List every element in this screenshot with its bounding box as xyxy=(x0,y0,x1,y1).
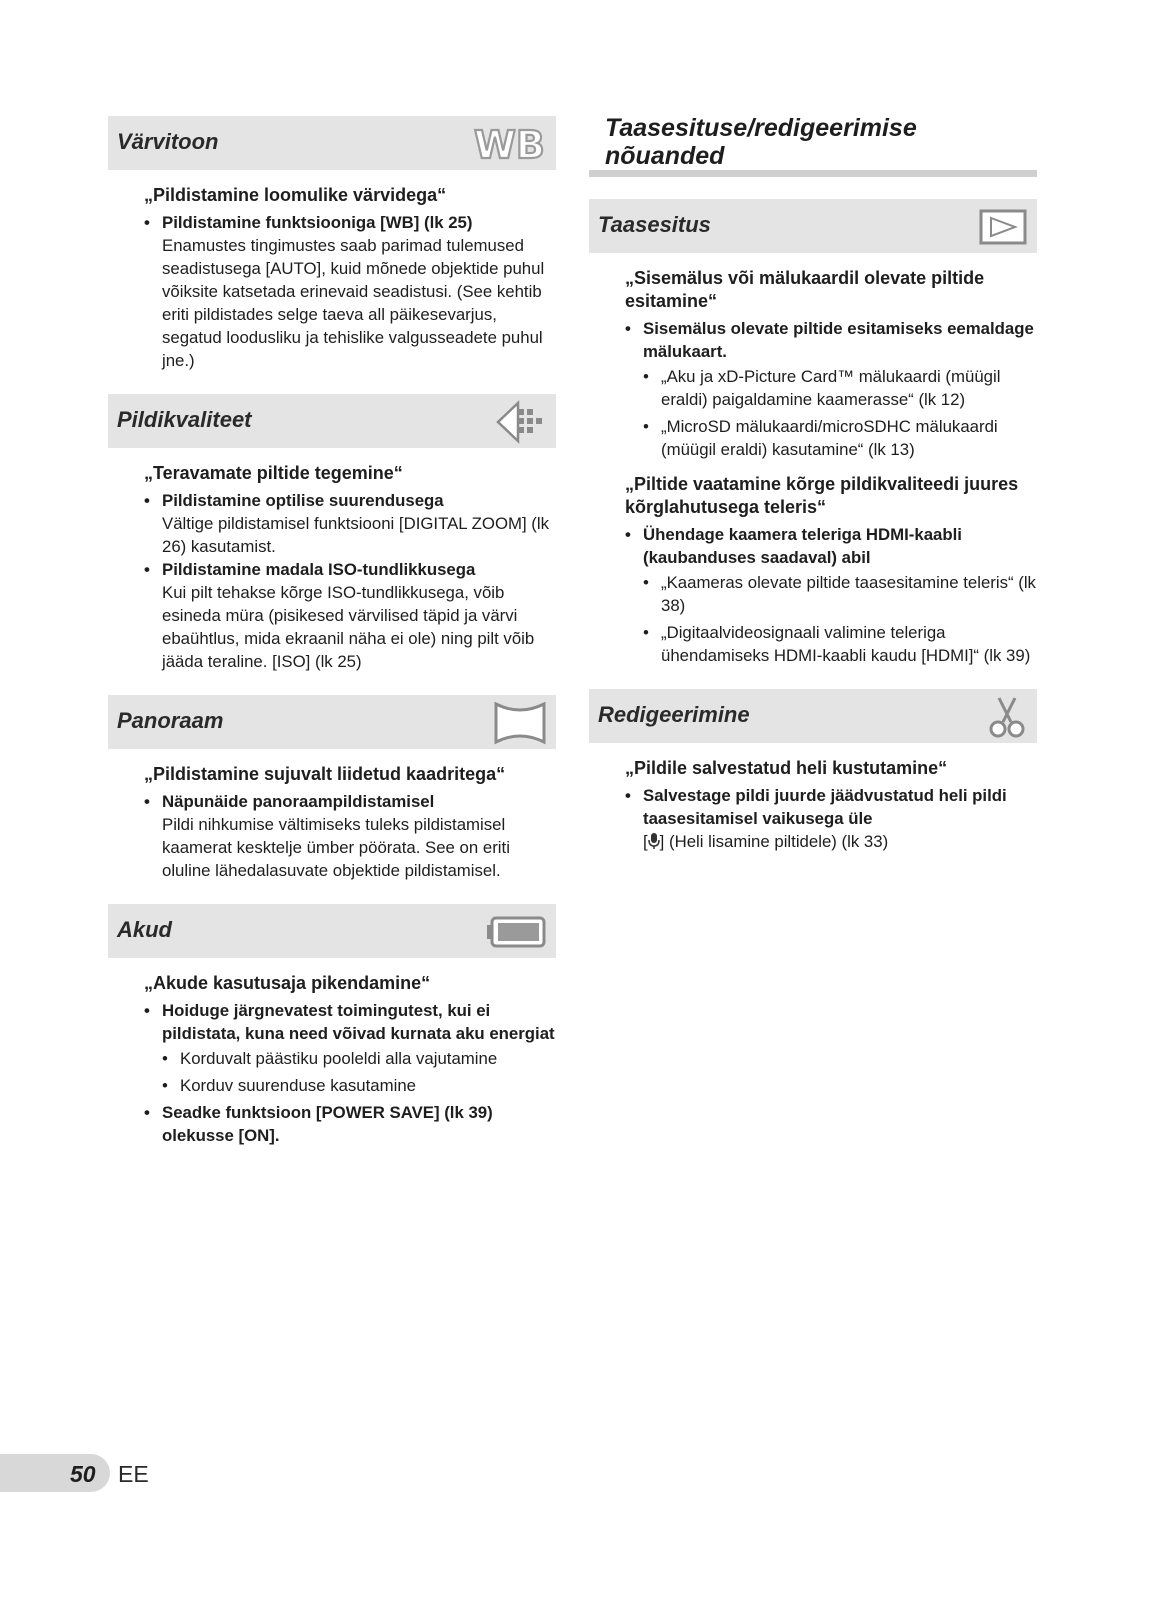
section-header-redigeerimine xyxy=(589,689,1037,743)
bullet-item xyxy=(144,1101,556,1147)
item-text: Pildi nihkumise vältimiseks tuleks pildistamisel kaamerat kesktelje ümber pöörata. See on eriti oluline lähedalasuvate objektide pildistamisel. xyxy=(162,815,510,880)
sub-bullet-item: • „Kaameras olevate piltide taasesitamine teleris“ (lk 38) xyxy=(625,571,1037,617)
sub-bullet-item: • „Digitaalvideosignaali valimine teleriga ühendamiseks HDMI-kaabli kaudu [HDMI]“ (lk 39) xyxy=(625,621,1037,667)
tip-heading: „Sisemälus või mälukaardil olevate piltide esitamine“ xyxy=(625,268,985,311)
bullet-item xyxy=(144,211,556,372)
svg-text:WB: WB xyxy=(474,123,545,165)
tip-heading: „Akude kasutusaja pikendamine“ xyxy=(144,973,431,993)
item-text-rest: ] (Heli lisamine piltidele) (lk 33) xyxy=(659,832,889,851)
section-title: Värvitoon xyxy=(117,129,219,154)
bullet-item xyxy=(144,999,556,1045)
bullet-item xyxy=(625,523,1037,569)
tip-heading: „Teravamate piltide tegemine“ xyxy=(144,463,403,483)
language-code: EE xyxy=(118,1461,149,1487)
tip xyxy=(108,763,556,882)
item-text: Vältige pildistamisel funktsiooni [DIGITAL ZOOM] (lk 26) kasutamist. xyxy=(162,514,550,556)
bullet-item xyxy=(625,784,1037,853)
tip-heading: „Pildile salvestatud heli kustutamine“ xyxy=(625,758,948,778)
battery-icon xyxy=(484,909,548,960)
item-label: • Seadke funktsioon [POWER SAVE] (lk 39) olekusse [ON]. xyxy=(162,1103,493,1145)
tip xyxy=(108,184,556,372)
section-header-pildikvaliteet xyxy=(108,394,556,448)
tip-heading: „Pildistamine sujuvalt liidetud kaadritega“ xyxy=(144,764,506,784)
item-text xyxy=(643,830,1037,853)
tip xyxy=(589,757,1037,853)
tip-heading: „Pildistamine loomulike värvidega“ xyxy=(144,185,447,205)
page-title-line: Taasesituse/redigeerimise xyxy=(605,114,917,142)
bullet-item xyxy=(625,317,1037,363)
item-text: Kui pilt tehakse kõrge ISO-tundlikkusega, võib esineda müra (pisikesed värvilised täpid ja värvi ebaühtlus, mida ekraanil näha ei ole) ning pilt võib jääda teraline. [ISO] (lk 25) xyxy=(162,583,535,671)
tip-heading: „Piltide vaatamine kõrge pildikvaliteedi juures kõrglahutusega teleris“ xyxy=(625,474,1019,517)
wb-icon xyxy=(472,121,548,170)
sub-bullet-item: • „MicroSD mälukaardi/microSDHC mälukaardi (müügil eraldi) kasutamine“ (lk 13) xyxy=(625,415,1037,461)
section-header-taasesitus xyxy=(589,199,1037,253)
section-header-varvitoon xyxy=(108,116,556,170)
item-label: • Sisemälus olevate piltide esitamiseks eemaldage mälukaart. xyxy=(643,319,1034,361)
sub-bullet-item: • Korduvalt päästiku pooleldi alla vajutamine xyxy=(144,1047,556,1070)
sub-bullet-item: • „Aku ja xD-Picture Card™ mälukaardi (müügil eraldi) paigaldamine kaamerasse“ (lk 12) xyxy=(625,365,1037,411)
tip xyxy=(589,473,1037,667)
section-title: Taasesitus xyxy=(598,212,711,237)
microphone-icon xyxy=(648,832,660,851)
bullet-item xyxy=(144,558,556,673)
section-title: Redigeerimine xyxy=(598,702,750,727)
section-header-panoraam xyxy=(108,695,556,749)
section-title: Akud xyxy=(117,917,172,942)
sub-bullet-item: • Korduv suurenduse kasutamine xyxy=(144,1074,556,1097)
playback-icon xyxy=(977,204,1029,255)
panorama-icon xyxy=(492,700,548,751)
scissors-icon xyxy=(985,694,1029,745)
bullet-item xyxy=(144,489,556,558)
item-label: • Pildistamine optilise suurendusega xyxy=(162,491,444,510)
item-text: Enamustes tingimustes saab parimad tulemused seadistusega [AUTO], kuid mõnede objektide puhul võiksite katsetada erinevaid seadistusi. (See kehtib eriti pildistades selge taeva all päikesevarjus, segatud loodusliku ja tehislike valgusseadete puhul jne.) xyxy=(162,236,545,370)
page-title-line: nõuanded xyxy=(605,142,725,170)
section-title: Panoraam xyxy=(117,708,224,733)
tip xyxy=(108,972,556,1147)
page-title xyxy=(589,114,1037,177)
bracket-text: [ xyxy=(643,832,648,851)
image-quality-icon xyxy=(494,399,548,450)
tip xyxy=(108,462,556,673)
item-label: • Pildistamine madala ISO-tundlikkusega xyxy=(162,560,476,579)
item-label: • Näpunäide panoraampildistamisel xyxy=(162,792,435,811)
bullet-item xyxy=(144,790,556,882)
item-label: • Hoiduge järgnevatest toimingutest, kui ei pildistata, kuna need võivad kurnata aku energiat xyxy=(162,1001,555,1043)
left-column xyxy=(108,116,556,1159)
item-label: • Ühendage kaamera teleriga HDMI-kaabli (kaubanduses saadaval) abil xyxy=(643,525,962,567)
section-title: Pildikvaliteet xyxy=(117,407,252,432)
section-header-akud xyxy=(108,904,556,958)
right-column xyxy=(589,116,1037,865)
item-label: • Salvestage pildi juurde jäädvustatud heli pildi taasesitamisel vaikusega üle xyxy=(643,786,1007,828)
page-number: 50 xyxy=(70,1461,96,1487)
item-label: • Pildistamine funktsiooniga [WB] (lk 25) xyxy=(162,213,473,232)
tip xyxy=(589,267,1037,461)
